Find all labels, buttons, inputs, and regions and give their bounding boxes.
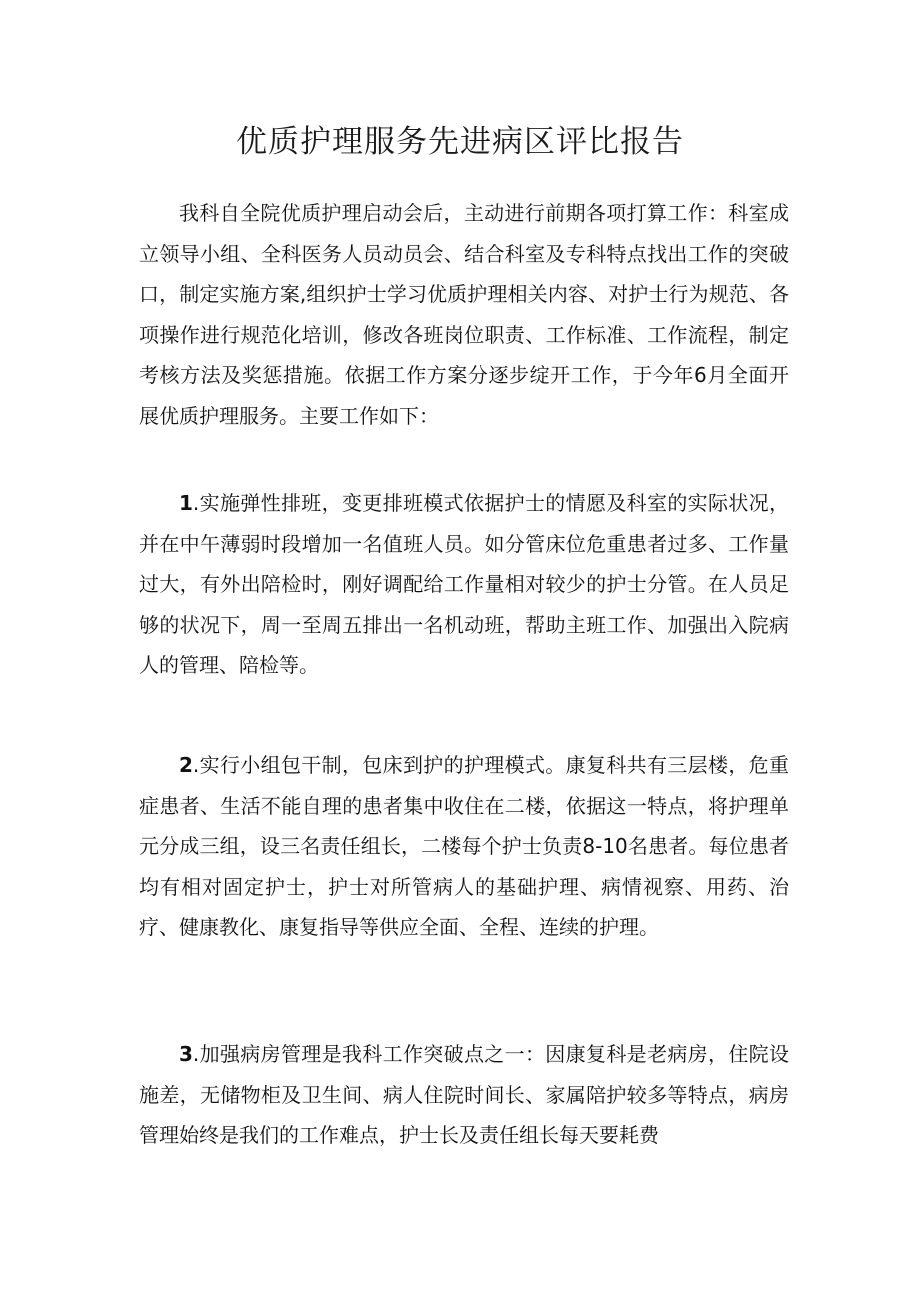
paragraph-text: 我科自全院优质护理启动会后，主动进行前期各项打算工作：科室成立领导小组、全科医务人员动员会、结合科室及专科特点找出工作的突破口，制定实施方案,组织护士学习优质护理相关内容、对护士行为规范、各项操作进行规范化培训，修改各班岗位职责、工作标准、工作流程，制定考核方法及奖惩措施。依据工作方案分逐步绽开工作，于今年6月全面开展优质护理服务。主要工作如下：	[139, 201, 789, 428]
item-number: 3	[179, 1042, 193, 1066]
paragraph-item-2	[139, 745, 789, 948]
document-title: 优质护理服务先进病区评比报告	[236, 124, 684, 160]
item-number: 2	[179, 753, 193, 777]
paragraph-item-1	[139, 483, 789, 686]
item-number: 1	[179, 491, 193, 515]
paragraph-item-3	[139, 1034, 789, 1156]
paragraph-text: .实行小组包干制，包床到护的护理模式。康复科共有三层楼，危重症患者、生活不能自理的患者集中收住在二楼，依据这一特点，将护理单元分成三组，设三名责任组长，二楼每个护士负责8-10名患者。每位患者均有相对固定护士，护士对所管病人的基础护理、病情视察、用药、治疗、健康教化、康复指导等供应全面、全程、连续的护理。	[139, 753, 789, 939]
paragraph-intro	[139, 193, 789, 436]
paragraph-text: .实施弹性排班，变更排班模式依据护士的情愿及科室的实际状况，并在中午薄弱时段增加一名值班人员。如分管床位危重患者过多、工作量过大，有外出陪检时，刚好调配给工作量相对较少的护士分管。在人员足够的状况下，周一至周五排出一名机动班，帮助主班工作、加强出入院病人的管理、陪检等。	[139, 491, 789, 677]
paragraph-text: .加强病房管理是我科工作突破点之一：因康复科是老病房，住院设施差，无储物柜及卫生间、病人住院时间长、家属陪护较多等特点，病房管理始终是我们的工作难点，护士长及责任组长每天要耗费	[139, 1042, 789, 1147]
